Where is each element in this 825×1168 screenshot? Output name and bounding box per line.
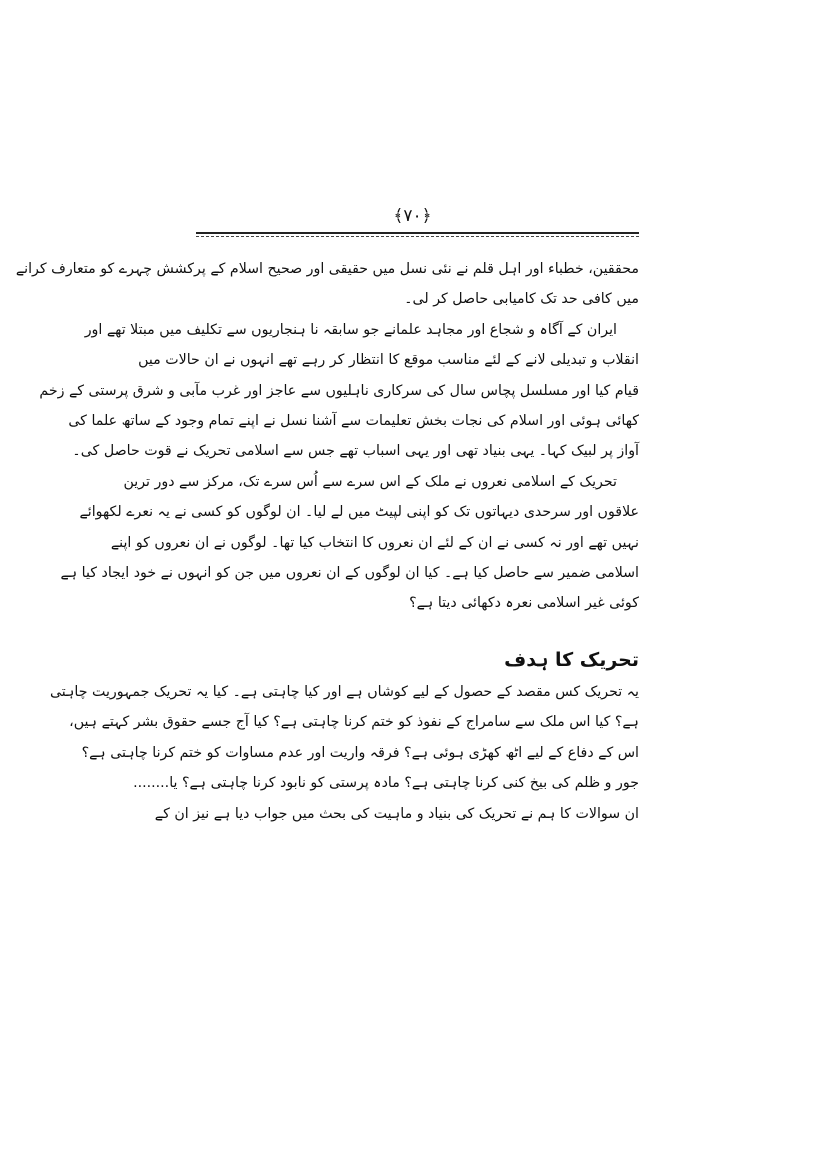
text-line: انقلاب و تبدیلی لانے کے لئے مناسب موقع کا انتظار کر رہے تھے انہوں نے ان حالات میں: [138, 352, 639, 369]
page-body: [15, 254, 639, 829]
text-line: کوئی غیر اسلامی نعرہ دکھائی دیتا ہے؟: [409, 595, 639, 612]
text-line: تحریک کے اسلامی نعروں نے ملک کے اس سرے سے اُس سرے تک، مرکز سے دور ترین: [123, 473, 617, 490]
section-paragraph: [49, 677, 639, 829]
section-heading: تحریک کا ہدف: [504, 648, 639, 671]
text-line: یہ تحریک کس مقصد کے حصول کے لیے کوشاں ہے اور کیا چاہتی ہے۔ کیا یہ تحریک جمہوریت چاہتی: [49, 683, 639, 700]
text-line: آواز پر لبیک کہا۔ یہی بنیاد تھی اور یہی اسباب تھے جس سے اسلامی تحریک نے قوت حاصل کی۔: [72, 443, 639, 460]
text-line: جور و ظلم کی بیخ کنی کرنا چاہتی ہے؟ مادہ پرستی کو نابود کرنا چاہتی ہے؟ یا........: [133, 775, 639, 792]
paragraph-1: [15, 254, 639, 315]
text-line: علاقوں اور سرحدی دیہاتوں تک کو اپنی لپیٹ میں لے لیا۔ ان لوگوں کو کسی نے یہ نعرے لکھوائے: [79, 504, 639, 521]
text-line: ان سوالات کا ہم نے تحریک کی بنیاد و ماہیت کی بحث میں جواب دیا ہے نیز ان کے: [154, 805, 639, 822]
paragraph-2: [39, 315, 639, 467]
header-divider: [196, 232, 639, 238]
text-line: قیام کیا اور مسلسل پچاس سال کی سرکاری ناہلیوں سے عاجز اور غرب مآبی و شرق پرستی کے زخم: [39, 382, 639, 399]
text-line: محققین، خطباء اور اہل قلم نے نئی نسل میں حقیقی اور صحیح اسلام کے پرکشش چہرے کو متعارف کرانے: [15, 261, 639, 277]
text-line: اس کے دفاع کے لیے اٹھ کھڑی ہوئی ہے؟ فرقہ واریت اور عدم مساوات کو ختم کرنا چاہتی ہے؟: [81, 744, 639, 761]
text-line: ہے؟ کیا اس ملک سے سامراج کے نفوذ کو ختم کرنا چاہتی ہے؟ کیا آج جسے حقوق بشر کہتے ہیں،: [69, 714, 639, 731]
page-number: ﴿۷۰﴾: [393, 206, 432, 226]
text-line: ایران کے آگاہ و شجاع اور مجاہد علمانے جو سابقہ نا ہنجاریوں سے تکلیف میں مبتلا تھے اور: [84, 321, 617, 338]
text-line: میں کافی حد تک کامیابی حاصل کر لی۔: [404, 291, 639, 308]
paragraph-3: [60, 467, 639, 619]
text-line: کھائی ہوئی اور اسلام کی نجات بخش تعلیمات سے آشنا نسل نے اپنے تمام وجود کے ساتھ علما کی: [68, 413, 639, 430]
text-line: نہیں تھے اور نہ کسی نے ان کے لئے ان نعروں کا انتخاب کیا تھا۔ لوگوں نے ان نعروں کو اپنے: [110, 534, 639, 551]
text-line: اسلامی ضمیر سے حاصل کیا ہے۔ کیا ان لوگوں کے ان نعروں میں جن کو انہوں نے خود ایجاد کیا ہے: [60, 565, 639, 582]
